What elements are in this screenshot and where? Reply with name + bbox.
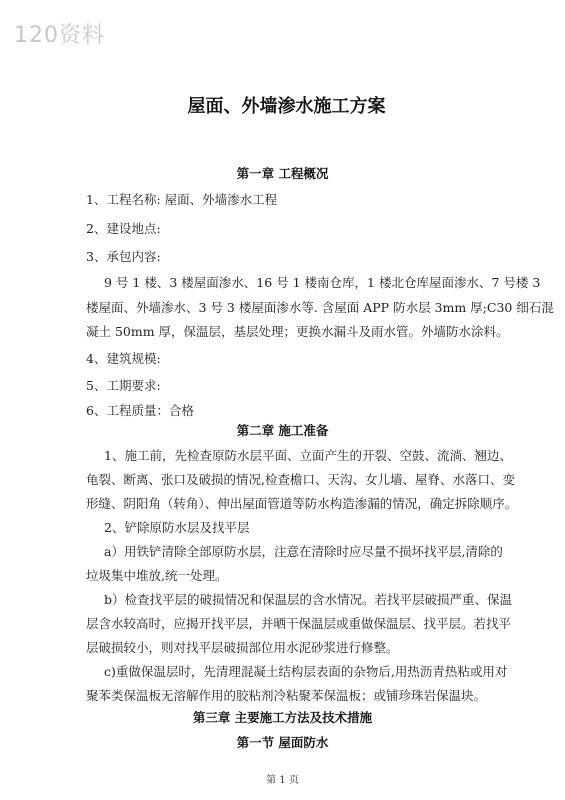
watermark-logo: 120资料 (14, 23, 105, 48)
paragraph-line: 垃圾集中堆放,统一处理。 (86, 568, 228, 583)
paragraph-line: 形缝、阴阳角（转角）、伸出屋面管道等防水构造渗漏的情况，确定拆除顺序。 (86, 496, 518, 511)
paragraph-line: 2、铲除原防水层及找平层 (104, 520, 250, 535)
paragraph-line: 层含水较高时，应揭开找平层，并晒干保温层或重做保温层、找平层。若找平 (86, 616, 512, 631)
paragraph-line: 聚苯类保温板无溶解作用的胶粘剂冷粘聚苯保温板；或铺珍珠岩保温块。 (86, 688, 487, 703)
chapter-2-heading: 第二章 施工准备 (236, 423, 329, 438)
paragraph-line: 1、施工前，先检查原防水层平面、立面产生的开裂、空鼓、流淌、翘边、 (104, 448, 512, 463)
quality-item: 6、工程质量：合格 (86, 403, 194, 418)
paragraph-line: a）用铁铲清除全部原防水层，注意在清除时应尽量不损坏找平层,清除的 (104, 544, 503, 559)
chapter-3-heading: 第三章 主要施工方法及技术措施 (192, 710, 373, 725)
schedule-item: 5、工期要求: (86, 378, 161, 393)
page-number: 第 1 页 (266, 775, 299, 786)
contract-scope-item: 3、承包内容: (86, 249, 161, 264)
construction-site-item: 2、建设地点: (86, 221, 161, 236)
scope-line: 楼屋面、外墙渗水、3 号 3 楼屋面渗水等. 含屋面 APP 防水层 3mm 厚;C30 细石混 (86, 300, 554, 315)
paragraph-line: 层破损较小，则对找平层破损部位用水泥砂浆进行修整。 (86, 640, 399, 655)
paragraph-line: c)重做保温层时，先清理混凝土结构层表面的杂物后,用热沥青热粘或用对 (104, 664, 508, 679)
scope-line: 凝土 50mm 厚，保温层，基层处理；更换水漏斗及雨水管。外墙防水涂料。 (86, 324, 509, 339)
document-title: 屋面、外墙渗水施工方案 (187, 96, 386, 117)
chapter-1-heading: 第一章 工程概况 (236, 166, 329, 181)
project-name-item: 1、工程名称: 屋面、外墙渗水工程 (86, 192, 278, 207)
paragraph-line: 龟裂、断离、张口及破损的情况,检查檐口、天沟、女儿墙、屋脊、水落口、变 (86, 472, 515, 487)
building-scale-item: 4、建筑规模: (86, 351, 161, 366)
scope-line: 9 号 1 楼、3 楼屋面渗水、16 号 1 楼南仓库，1 楼北仓库屋面渗水、7 号楼 3 (104, 275, 541, 290)
paragraph-line: b）检查找平层的破损情况和保温层的含水情况。若找平层破损严重、保温 (104, 592, 513, 607)
section-1-heading: 第一节 屋面防水 (236, 735, 329, 750)
